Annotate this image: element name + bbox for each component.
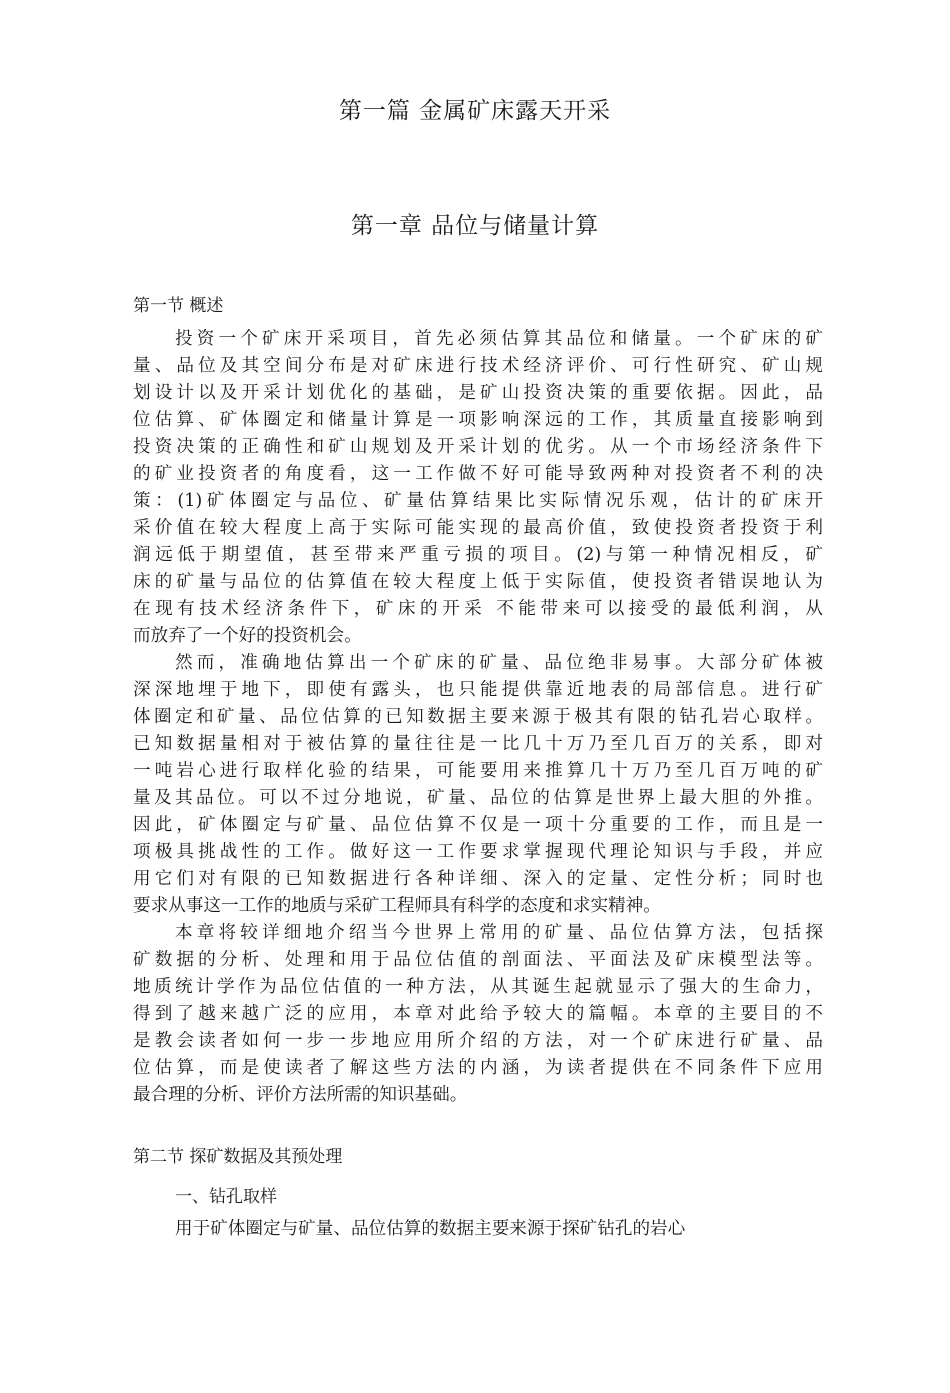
paragraph-line: 用它们对有限的已知数据进行各种详细、深入的定量、定性分析；同时也	[133, 869, 823, 889]
paragraph-line: 位估算、矿体圈定和储量计算是一项影响深远的工作，其质量直接影响到	[133, 410, 823, 430]
paragraph-line: 投资一个矿床开采项目，首先必须估算其品位和储量。一个矿床的矿	[175, 329, 823, 349]
paragraph-line: 得到了越来越广泛的应用，本章对此给予较大的篇幅。本章的主要目的不	[133, 1004, 823, 1024]
paragraph-line: 地质统计学作为品位估值的一种方法，从其诞生起就显示了强大的生命力，	[133, 977, 823, 997]
part-title: 第一篇 金属矿床露天开采	[338, 98, 612, 124]
paragraph-line: 采价值在较大程度上高于实际可能实现的最高价值，致使投资者投资于利	[133, 518, 823, 538]
paragraph-line: 润远低于期望值，甚至带来严重亏损的项目。(2)与第一种情况相反，矿	[133, 545, 823, 565]
paragraph-line: 量及其品位。可以不过分地说，矿量、品位的估算是世界上最大胆的外推。	[133, 788, 823, 808]
paragraph-line: 然而，准确地估算出一个矿床的矿量、品位绝非易事。大部分矿体被	[175, 653, 823, 673]
paragraph-line: 在现有技术经济条件下，矿床的开采 不能带来可以接受的最低利润，从	[133, 599, 823, 619]
paragraph-line: 本章将较详细地介绍当今世界上常用的矿量、品位估算方法，包括探	[175, 923, 823, 943]
paragraph-line: 一吨岩心进行取样化验的结果，可能要用来推算几十万乃至几百万吨的矿	[133, 761, 823, 781]
paragraph-line: 位估算，而是使读者了解这些方法的内涵，为读者提供在不同条件下应用	[133, 1058, 823, 1078]
paragraph-line: 最合理的分析、评价方法所需的知识基础。	[133, 1085, 468, 1105]
chapter-title: 第一章 品位与储量计算	[350, 213, 600, 239]
paragraph-line: 策：(1)矿体圈定与品位、矿量估算结果比实际情况乐观，估计的矿床开	[133, 491, 823, 511]
section-1-title: 第一节 概述	[133, 296, 224, 316]
paragraph-line: 是教会读者如何一步一步地应用所介绍的方法，对一个矿床进行矿量、品	[133, 1031, 823, 1051]
paragraph-line: 已知数据量相对于被估算的量往往是一比几十万乃至几百万的关系，即对	[133, 734, 823, 754]
paragraph-line: 矿数据的分析、处理和用于品位估值的剖面法、平面法及矿床模型法等。	[133, 950, 823, 970]
section-1-paragraph-2	[133, 650, 823, 920]
section-2-title: 第二节 探矿数据及其预处理	[133, 1147, 343, 1167]
paragraph-line: 深深地埋于地下，即使有露头，也只能提供靠近地表的局部信息。进行矿	[133, 680, 823, 700]
paragraph-line: 投资决策的正确性和矿山规划及开采计划的优劣。从一个市场经济条件下	[133, 437, 823, 457]
paragraph-line: 因此，矿体圈定与矿量、品位估算不仅是一项十分重要的工作，而且是一	[133, 815, 823, 835]
paragraph-line: 体圈定和矿量、品位估算的已知数据主要来源于极其有限的钻孔岩心取样。	[133, 707, 823, 727]
section-1-paragraph-3	[133, 920, 823, 1109]
section-1-paragraph-1	[133, 326, 823, 650]
paragraph-line: 而放弃了一个好的投资机会。	[133, 626, 362, 646]
paragraph-line: 项极具挑战性的工作。做好这一工作要求掌握现代理论知识与手段，并应	[133, 842, 823, 862]
subsection-title: 一、钻孔取样	[175, 1187, 277, 1207]
paragraph-line: 量、品位及其空间分布是对矿床进行技术经济评价、可行性研究、矿山规	[133, 356, 823, 376]
paragraph-line: 要求从事这一工作的地质与采矿工程师具有科学的态度和求实精神。	[133, 896, 661, 916]
section-2-paragraph-1	[133, 1216, 823, 1243]
paragraph-line: 床的矿量与品位的估算值在较大程度上低于实际值，使投资者错误地认为	[133, 572, 823, 592]
paragraph-line: 的矿业投资者的角度看，这一工作做不好可能导致两种对投资者不利的决	[133, 464, 823, 484]
paragraph-line: 划设计以及开采计划优化的基础，是矿山投资决策的重要依据。因此，品	[133, 383, 823, 403]
paragraph-line: 用于矿体圈定与矿量、品位估算的数据主要来源于探矿钻孔的岩心	[175, 1219, 686, 1239]
